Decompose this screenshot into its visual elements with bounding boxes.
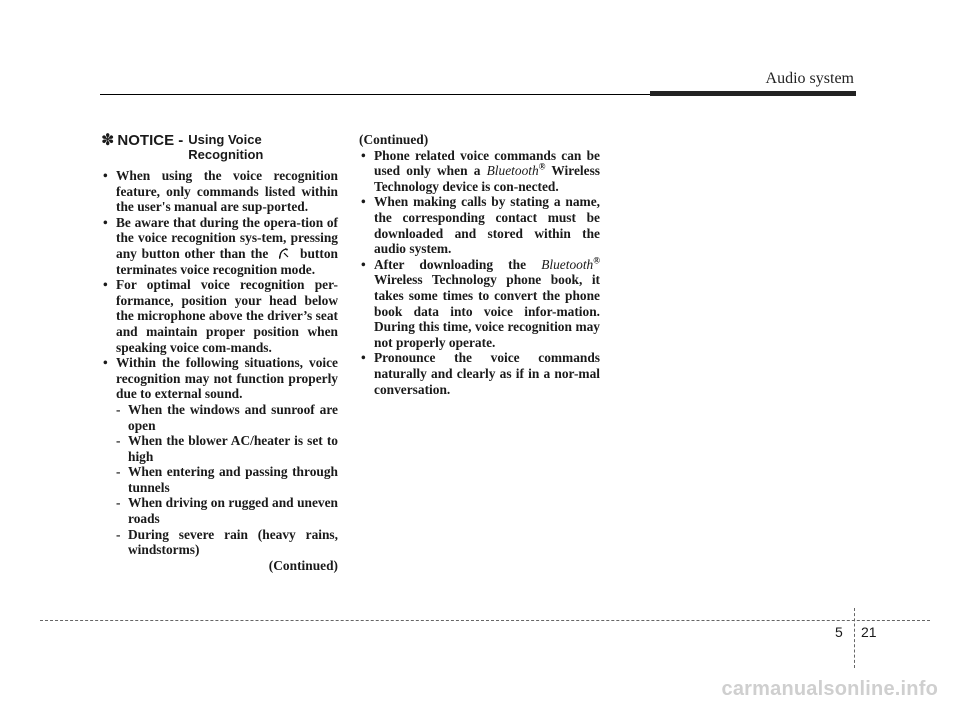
page-number: 21 (861, 624, 877, 640)
notice-left-column (101, 132, 338, 573)
header-rule-accent (650, 91, 856, 96)
header-rule (100, 94, 650, 95)
bullet-text: Phone related voice commands can be used only when a (374, 147, 600, 179)
notice-bullet: • For optimal voice recognition per-formance, position your head below the microphone above the driver’s seat and maintain proper position when speaking voice com-mands. (101, 277, 338, 355)
notice-subtitle: Using Voice Recognition (188, 132, 264, 162)
phone-hangup-icon (273, 247, 295, 259)
bullet-text: Be aware that during the opera-tion of the voice recognition sys-tem, pressing any button other than the (116, 214, 338, 261)
footer-rule (40, 620, 930, 621)
situation-item: - When driving on rugged and uneven roads (101, 495, 338, 526)
notice-right-column (359, 132, 600, 397)
notice-label: NOTICE - (117, 132, 184, 149)
bluetooth-brand: Bluetooth (486, 163, 539, 179)
notice-bullet (359, 148, 600, 195)
continued-label: (Continued) (268, 557, 338, 573)
notice-bullet: • Pronounce the voice commands naturally and clearly as if in a nor-mal conversation. (359, 350, 600, 397)
bullet-text: Wireless Technology phone book, it takes some times to convert the phone book data into voice infor-mation. During this time, voice recognition may not properly operate. (374, 272, 600, 350)
registered-mark: ® (538, 161, 546, 172)
bullet-text: After downloading the (374, 256, 527, 272)
notice-bullet: • When making calls by stating a name, the corresponding contact must be downloaded and stored within the audio system. (359, 194, 600, 256)
notice-bullet (101, 215, 338, 277)
notice-star-icon: ✽ (101, 132, 115, 149)
chapter-number: 5 (835, 624, 843, 640)
situation-item: - When entering and passing through tunnels (101, 464, 338, 495)
notice-heading (101, 132, 338, 162)
bullet-text: Wireless Technology device is con-nected. (374, 163, 600, 194)
situation-item: - During severe rain (heavy rains, windstorms) (101, 527, 338, 558)
situation-item: - When the windows and sunroof are open (101, 402, 338, 433)
bluetooth-brand: Bluetooth (541, 256, 594, 272)
notice-bullet: • Within the following situations, voice recognition may not function properly due to external sound. (101, 355, 338, 402)
situation-item: - When the blower AC/heater is set to high (101, 433, 338, 464)
continued-label: (Continued) (359, 132, 429, 147)
bullet-text: button terminates voice recognition mode. (116, 245, 338, 277)
header-section-title: Audio system (765, 70, 854, 87)
registered-mark: ® (593, 255, 600, 266)
notice-bullet (359, 257, 600, 351)
notice-bullet: • When using the voice recognition feature, only commands listed within the user's manual are sup-ported. (101, 168, 338, 215)
watermark: carmanualsonline.info (721, 678, 938, 700)
page-number-divider (854, 608, 855, 668)
